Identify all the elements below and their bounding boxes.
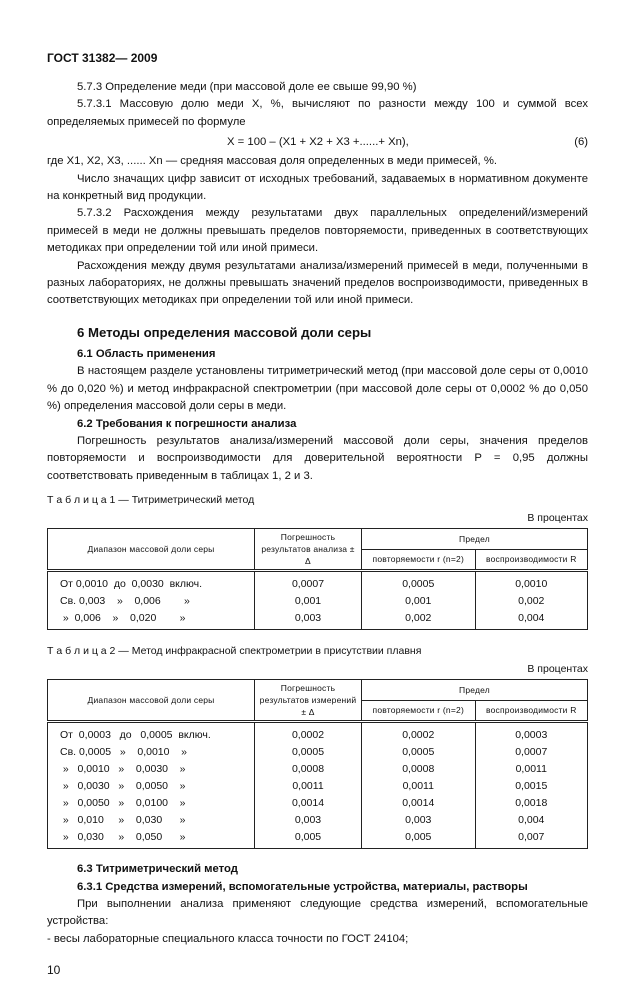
- col-limit: Предел: [362, 529, 588, 549]
- col-error: Погрешность результатов анализа ± Δ: [255, 529, 362, 571]
- paragraph-5-7-3-2: 5.7.3.2 Расхождения между результатами двух параллельных определений/измерений примесей в меди не должны превышать пределов повторяемости, приведенных в соответствующих методиках при определении той или иной примеси.: [47, 207, 588, 255]
- reproducibility-cell: 0,0010: [475, 571, 587, 594]
- col-repeatability: повторяемости r (n=2): [362, 549, 476, 571]
- col-range: Диапазон массовой доли серы: [48, 529, 255, 571]
- heading-5-7-3: 5.7.3 Определение меди (при массовой доле ее свыше 99,90 %): [77, 81, 417, 93]
- reproducibility-cell: 0,0011: [475, 761, 587, 778]
- repeatability-cell: 0,002: [362, 610, 476, 630]
- error-cell: 0,0011: [255, 778, 362, 795]
- repeatability-cell: 0,0008: [362, 761, 476, 778]
- error-cell: 0,0007: [255, 571, 362, 594]
- range-cell: Св. 0,0005 » 0,0010 »: [48, 744, 255, 761]
- page-number: 10: [47, 963, 61, 978]
- col-limit: Предел: [362, 680, 588, 700]
- error-cell: 0,003: [255, 610, 362, 630]
- table-1-block: [47, 493, 588, 630]
- heading-6-2: 6.2 Требования к погрешности анализа: [77, 417, 297, 430]
- error-cell: 0,0014: [255, 795, 362, 812]
- col-range: Диапазон массовой доли серы: [48, 680, 255, 722]
- range-cell: » 0,0010 » 0,0030 »: [48, 761, 255, 778]
- section-6-title: 6 Методы определения массовой доли серы: [77, 324, 372, 340]
- table-1-caption: Т а б л и ц а 1 — Титриметрический метод: [47, 494, 255, 507]
- paragraph-6-2: Погрешность результатов анализа/измерений массовой доли серы, значения пределов повторяемости и воспроизводимости для доверительной вероятности P = 0,95 должны соответствовать приведенным в таблицах 1, 2 и 3.: [47, 434, 588, 482]
- table-row: [48, 812, 588, 829]
- section-5-7-3: [47, 79, 588, 310]
- table-2-block: [47, 644, 588, 849]
- table-2: [47, 679, 588, 849]
- section-6-3: [47, 861, 588, 948]
- repeatability-cell: 0,0002: [362, 722, 476, 745]
- paragraph-5-7-3-1: 5.7.3.1 Массовую долю меди X, %, вычисляют по разности между 100 и суммой всех определяемых примесей по формуле: [47, 98, 588, 128]
- repeatability-cell: 0,001: [362, 593, 476, 610]
- list-item: - весы лабораторные специального класса точности по ГОСТ 24104;: [47, 932, 409, 945]
- error-cell: 0,005: [255, 829, 362, 849]
- heading-6-3-1: 6.3.1 Средства измерений, вспомогательные устройства, материалы, растворы: [77, 880, 528, 893]
- repeatability-cell: 0,0014: [362, 795, 476, 812]
- formula-number: (6): [574, 136, 588, 149]
- document-header: ГОСТ 31382— 2009: [47, 51, 158, 65]
- repeatability-cell: 0,0005: [362, 571, 476, 594]
- reproducibility-cell: 0,007: [475, 829, 587, 849]
- paragraph-discrepancy: Расхождения между двумя результатами анализа/измерений примесей в меди, полученными в разных лабораториях, не должны превышать значений пределов воспроизводимости, приведенных в соответствующих методиках при определении той или иной примеси.: [47, 259, 588, 307]
- table-row: [48, 829, 588, 849]
- range-cell: От 0,0010 до 0,0030 включ.: [48, 571, 255, 594]
- table-2-caption: Т а б л и ц а 2 — Метод инфракрасной спектрометрии в присутствии плавня: [47, 645, 422, 658]
- paragraph-6-1: В настоящем разделе установлены титриметрический метод (при массовой доле серы от 0,0010 % до 0,020 %) и метод инфракрасной спектрометрии (при массовой доле серы от 0,0002 % до 0,050 %) определения массовой доли серы в меди.: [47, 365, 588, 413]
- error-cell: 0,0002: [255, 722, 362, 745]
- range-cell: » 0,030 » 0,050 »: [48, 829, 255, 849]
- error-cell: 0,001: [255, 593, 362, 610]
- reproducibility-cell: 0,0018: [475, 795, 587, 812]
- repeatability-cell: 0,003: [362, 812, 476, 829]
- range-cell: » 0,0050 » 0,0100 »: [48, 795, 255, 812]
- paragraph-6-3-1: При выполнении анализа применяют следующие средства измерений, вспомогательные устройства:: [47, 897, 588, 928]
- formula-6: [47, 131, 588, 153]
- reproducibility-cell: 0,0015: [475, 778, 587, 795]
- col-reproducibility: воспроизводимости R: [475, 549, 587, 571]
- range-cell: » 0,0030 » 0,0050 »: [48, 778, 255, 795]
- table-1: [47, 528, 588, 630]
- col-repeatability: повторяемости r (n=2): [362, 700, 476, 722]
- section-6-1: [47, 346, 588, 485]
- error-cell: 0,003: [255, 812, 362, 829]
- table-1-units: В процентах: [527, 512, 588, 525]
- formula-text: X = 100 – (X1 + X2 + X3 +......+ Xn),: [227, 136, 409, 149]
- table-row: [48, 571, 588, 594]
- repeatability-cell: 0,0011: [362, 778, 476, 795]
- formula-legend: где X1, X2, X3, ...... Xn — средняя массовая доля определенных в меди примесей, %.: [47, 155, 498, 168]
- reproducibility-cell: 0,0007: [475, 744, 587, 761]
- table-row: [48, 744, 588, 761]
- table-row: [48, 722, 588, 745]
- table-row: [48, 778, 588, 795]
- reproducibility-cell: 0,004: [475, 812, 587, 829]
- range-cell: От 0,0003 до 0,0005 включ.: [48, 722, 255, 745]
- heading-6-1: 6.1 Область применения: [77, 347, 216, 360]
- repeatability-cell: 0,0005: [362, 744, 476, 761]
- table-row: [48, 761, 588, 778]
- range-cell: » 0,006 » 0,020 »: [48, 610, 255, 630]
- col-reproducibility: воспроизводимости R: [475, 700, 587, 722]
- col-error: Погрешность результатов измерений ± Δ: [255, 680, 362, 722]
- reproducibility-cell: 0,0003: [475, 722, 587, 745]
- table-row: [48, 795, 588, 812]
- range-cell: Св. 0,003 » 0,006 »: [48, 593, 255, 610]
- error-cell: 0,0008: [255, 761, 362, 778]
- table-2-units: В процентах: [527, 663, 588, 676]
- reproducibility-cell: 0,002: [475, 593, 587, 610]
- reproducibility-cell: 0,004: [475, 610, 587, 630]
- error-cell: 0,0005: [255, 744, 362, 761]
- table-row: [48, 610, 588, 630]
- heading-6-3: 6.3 Титриметрический метод: [77, 863, 238, 876]
- range-cell: » 0,010 » 0,030 »: [48, 812, 255, 829]
- table-row: [48, 593, 588, 610]
- repeatability-cell: 0,005: [362, 829, 476, 849]
- paragraph-digits: Число значащих цифр зависит от исходных требований, задаваемых в нормативном документе на конкретный вид продукции.: [47, 172, 588, 203]
